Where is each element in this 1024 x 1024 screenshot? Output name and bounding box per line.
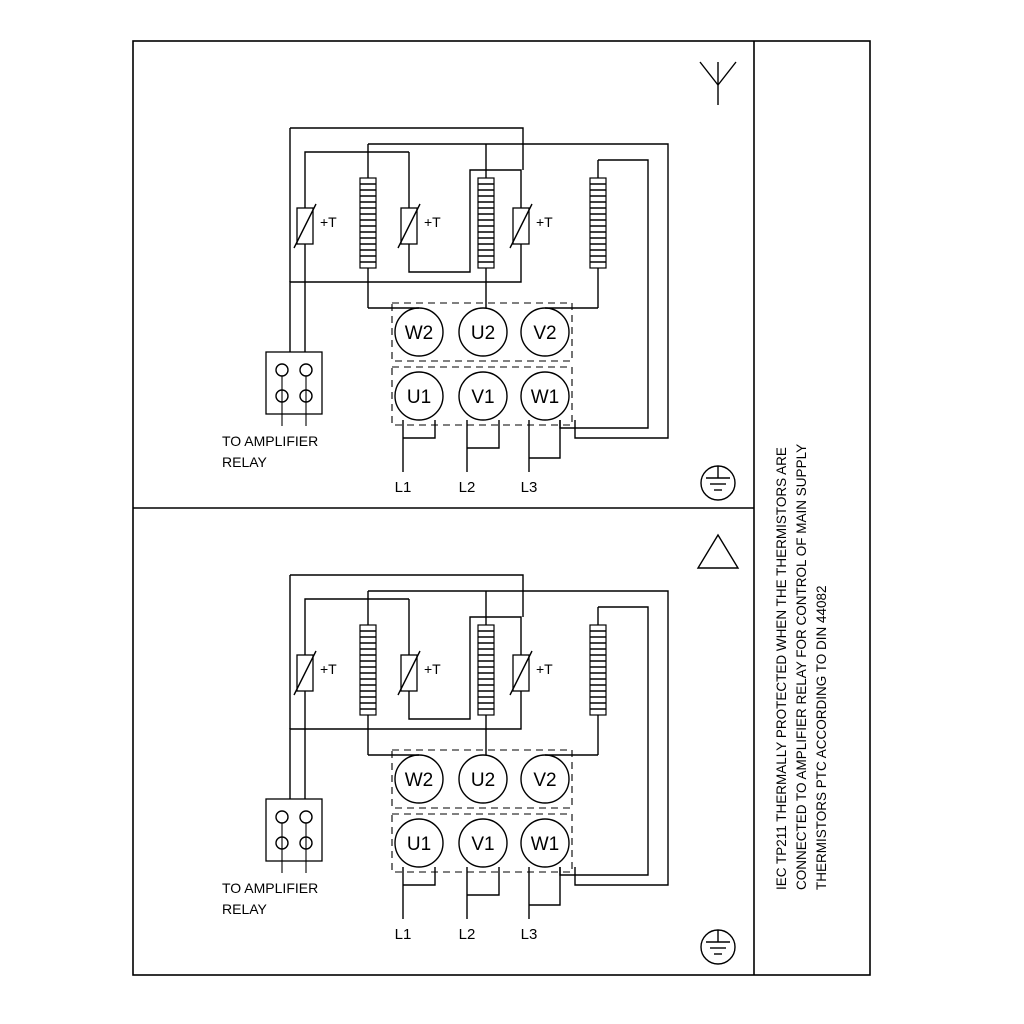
supply-wiring-delta	[403, 867, 560, 919]
panel-star	[266, 62, 736, 500]
terminal-star-v2: V2	[533, 323, 557, 344]
terminal-delta-u2: U2	[470, 770, 496, 791]
side-note	[774, 444, 829, 890]
supply-label-star-l2: L2	[458, 479, 476, 496]
supply-label-delta-l2: L2	[458, 926, 476, 943]
thermistor-label-star-1: +T	[320, 214, 337, 230]
thermistor-label-star-2: +T	[424, 214, 441, 230]
side-note-line-3: THERMISTORS PTC ACCORDING TO DIN 44082	[814, 585, 829, 890]
side-note-line-1: IEC TP211 THERMALLY PROTECTED WHEN THE THERMISTORS ARE	[774, 447, 789, 890]
amplifier-label-delta-line2: RELAY	[222, 901, 267, 917]
panel-delta	[266, 535, 738, 964]
earth-ground-symbol-delta	[701, 930, 735, 964]
thermistor-label-delta-1: +T	[320, 661, 337, 677]
supply-label-star-l1: L1	[394, 479, 412, 496]
terminal-star-v1: V1	[471, 387, 495, 408]
amplifier-label-delta-line1: TO AMPLIFIER	[222, 880, 319, 896]
supply-wiring-star	[403, 420, 560, 472]
terminal-star-w1: W1	[530, 387, 560, 408]
amplifier-terminal-block-delta	[266, 799, 322, 873]
star-y-symbol	[700, 62, 736, 105]
supply-label-delta-l1: L1	[394, 926, 412, 943]
stator-coils-delta	[360, 625, 606, 715]
terminal-star-u1: U1	[406, 387, 432, 408]
thermistor-label-star-3: +T	[536, 214, 553, 230]
earth-ground-symbol-star	[701, 466, 735, 500]
stator-coils-star	[360, 178, 606, 268]
terminal-star-u2: U2	[470, 323, 496, 344]
terminal-delta-v2: V2	[533, 770, 557, 791]
amplifier-label-star-line1: TO AMPLIFIER	[222, 433, 319, 449]
terminal-delta-u1: U1	[406, 834, 432, 855]
delta-triangle-symbol	[698, 535, 738, 568]
thermistor-label-delta-2: +T	[424, 661, 441, 677]
supply-label-star-l3: L3	[520, 479, 538, 496]
terminal-delta-v1: V1	[471, 834, 495, 855]
thermistor-label-delta-3: +T	[536, 661, 553, 677]
amplifier-terminal-block-star	[266, 352, 322, 426]
terminal-delta-w2: W2	[404, 770, 434, 791]
terminal-delta-w1: W1	[530, 834, 560, 855]
side-note-line-2: CONNECTED TO AMPLIFIER RELAY FOR CONTROL OF MAIN SUPPLY	[794, 443, 809, 890]
amplifier-label-star-line2: RELAY	[222, 454, 267, 470]
terminal-star-w2: W2	[404, 323, 434, 344]
supply-label-delta-l3: L3	[520, 926, 538, 943]
